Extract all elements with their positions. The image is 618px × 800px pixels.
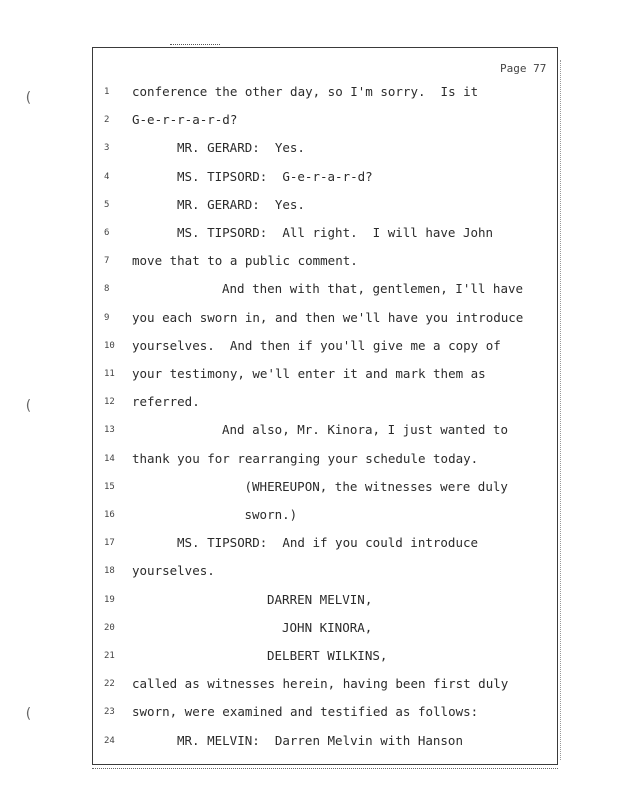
- line-number: 20: [104, 622, 115, 633]
- transcript-line: [104, 167, 373, 187]
- transcript-line: [104, 336, 501, 356]
- transcript-line: [104, 82, 478, 102]
- transcript-line: [104, 223, 493, 243]
- transcript-line: [104, 646, 387, 666]
- transcript-line: [104, 420, 508, 440]
- line-number: 17: [104, 538, 115, 549]
- transcript-line: [104, 702, 478, 722]
- line-text: yourselves. And then if you'll give me a copy of: [132, 337, 501, 353]
- line-text: MS. TIPSORD: All right. I will have John: [177, 225, 494, 240]
- line-number: 16: [104, 510, 115, 520]
- transcript-line: [104, 308, 523, 328]
- line-number: 1: [104, 87, 110, 97]
- punch-hole-mark-top: (: [24, 90, 33, 106]
- line-number: 21: [104, 651, 115, 661]
- line-number: 14: [104, 453, 115, 464]
- line-text: MR. GERARD: Yes.: [177, 196, 305, 212]
- line-text: your testimony, we'll enter it and mark them as: [132, 366, 486, 381]
- transcript-line: [104, 392, 200, 412]
- line-number: 4: [104, 171, 110, 182]
- line-text: And then with that, gentlemen, I'll have: [222, 281, 524, 297]
- transcript-line: [104, 505, 297, 525]
- line-text: you each sworn in, and then we'll have you introduce: [132, 309, 524, 325]
- line-number: 12: [104, 397, 115, 408]
- transcript-line: [104, 251, 358, 271]
- line-text: yourselves.: [132, 563, 215, 579]
- line-number: 18: [104, 566, 115, 577]
- transcript-line: [104, 364, 486, 384]
- line-text: DARREN MELVIN,: [267, 591, 373, 607]
- line-text: referred.: [132, 394, 200, 410]
- line-text: DELBERT WILKINS,: [267, 648, 388, 663]
- line-text: thank you for rearranging your schedule today.: [132, 450, 479, 466]
- transcript-line: [104, 533, 478, 553]
- line-number: 11: [104, 369, 115, 379]
- page-number: Page 77: [500, 62, 547, 75]
- line-text: conference the other day, so I'm sorry. Is it: [132, 84, 479, 99]
- line-text: called as witnesses herein, having been first duly: [132, 676, 509, 692]
- transcript-line: [104, 449, 478, 469]
- line-text: sworn, were examined and testified as follows:: [132, 704, 479, 720]
- line-number: 3: [104, 143, 110, 154]
- transcript-line: [104, 195, 305, 215]
- scan-edge-bottom: [92, 768, 558, 771]
- line-number: 23: [104, 707, 115, 718]
- line-number: 13: [104, 425, 115, 436]
- line-text: MR. GERARD: Yes.: [177, 140, 305, 156]
- scan-edge-right: [560, 60, 563, 760]
- transcript-line: [104, 477, 508, 497]
- punch-hole-mark-middle: (: [24, 398, 33, 414]
- line-text: MS. TIPSORD: G-e-r-a-r-d?: [177, 168, 373, 184]
- line-text: MS. TIPSORD: And if you could introduce: [177, 535, 479, 551]
- line-text: move that to a public comment.: [132, 253, 358, 269]
- transcript-line: [104, 731, 463, 751]
- line-number: 19: [104, 594, 115, 605]
- transcript-line: [104, 590, 372, 610]
- scan-mark-top: [170, 44, 220, 47]
- line-text: (WHEREUPON, the witnesses were duly: [244, 478, 508, 494]
- transcript-line: [104, 138, 305, 158]
- line-number: 7: [104, 256, 110, 267]
- line-text: G-e-r-r-a-r-d?: [132, 112, 238, 128]
- line-number: 6: [104, 228, 110, 238]
- punch-hole-mark-bottom: (: [24, 706, 33, 722]
- line-number: 22: [104, 679, 115, 690]
- line-number: 10: [104, 340, 115, 351]
- transcript-line: [104, 110, 237, 130]
- line-text: And also, Mr. Kinora, I just wanted to: [222, 422, 508, 438]
- transcript-line: [104, 279, 523, 299]
- line-number: 5: [104, 199, 110, 210]
- line-number: 2: [104, 115, 110, 126]
- line-number: 9: [104, 312, 110, 323]
- line-text: sworn.): [244, 507, 298, 522]
- line-number: 24: [104, 735, 115, 746]
- line-text: MR. MELVIN: Darren Melvin with Hanson: [177, 732, 463, 748]
- line-number: 15: [104, 481, 115, 492]
- transcript-line: [104, 561, 215, 581]
- transcript-line: [104, 674, 508, 694]
- line-text: JOHN KINORA,: [282, 619, 373, 635]
- transcript-line: [104, 618, 372, 638]
- line-number: 8: [104, 284, 110, 295]
